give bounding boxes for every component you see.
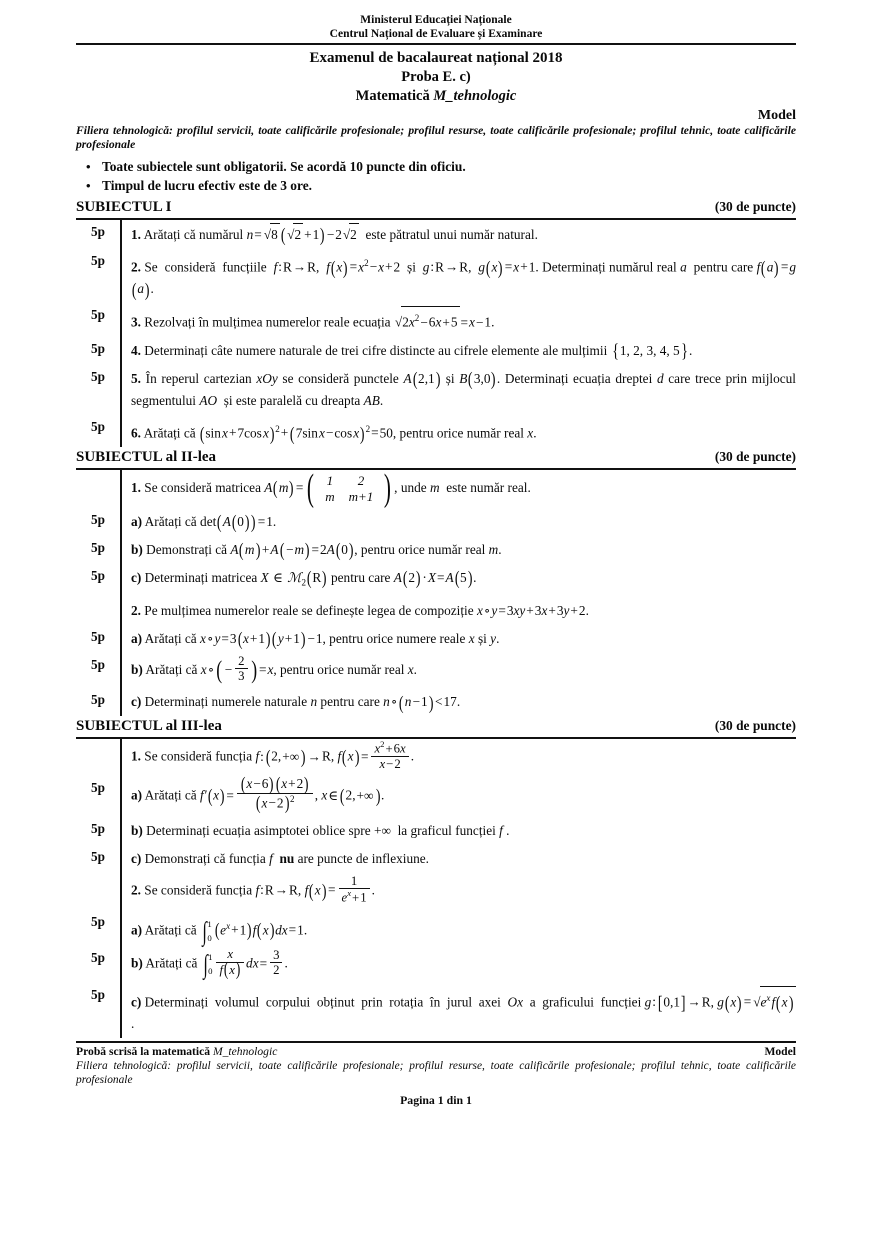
points-cell: 5p — [76, 983, 121, 1038]
problem-body: 1. Se consideră matricea A(m) = ( 1 2 m m+1 ) , unde m este număr real. — [131, 466, 531, 509]
problem-row — [76, 564, 796, 597]
problem-body: b) Determinați ecuația asimptotei oblice spre +∞ la graficul funcției f . — [131, 822, 510, 838]
problem-body: 3. Rezolvați în mulțimea numerelor reale ecuația $√2x^2-6x+5 =x-1$. — [121, 303, 796, 336]
problem-body: 5. În reperul cartezian xOy se consideră punctele A(2,1) și B(3,0). Determinați ecuația dreptei d care trece prin mijlocul segmentului AO și este paralelă cu dreapta AB. — [131, 369, 796, 408]
problem-row — [76, 817, 796, 845]
points-cell: 5p — [76, 845, 121, 873]
problem-body: a) Arătați că ∫ 1 0 $(e^x+1)f(x)dx=1$. — [131, 915, 308, 946]
footer-line-1 — [76, 1045, 796, 1059]
problem-body: 2. Se consideră funcțiile f:R→R, $f(x) =x^2-x+2$ și g:R→R, g(x) =x+1. Determinați numărul real a pentru care f(a) =g(a). — [131, 257, 796, 301]
problem-body: 2. Se consideră funcția f:R→R, f(x) = $\frac{1}{e^x+1}$ . — [131, 873, 375, 905]
exam-title: Examenul de bacalaureat național 2018 — [309, 50, 563, 66]
footer-subject-code: M_tehnologic — [212, 1045, 278, 1059]
section-header-1 — [76, 197, 796, 220]
section-title: SUBIECTUL al II-lea — [76, 449, 217, 466]
problem-row — [76, 625, 796, 653]
exam-proba: Proba E. c) — [401, 69, 471, 85]
points-cell: 5p — [76, 625, 121, 653]
problem-row — [76, 873, 796, 910]
problem-body: a) Arătați că det(A(0)) =1. — [131, 512, 277, 534]
problem-row — [76, 536, 796, 564]
problem-row — [76, 365, 796, 415]
exam-subject — [76, 87, 796, 106]
points-cell: 5p — [76, 653, 121, 689]
points-cell: 5p — [76, 365, 121, 415]
problem-body: c) Determinați volumul corpului obținut prin rotația în jurul axei Ox a graficului funcției g:[0,1] →R, $g(x) = √e^x$ f(x). — [121, 983, 796, 1038]
problem-row — [76, 653, 796, 689]
instruction-item: • Timpul de lucru efectiv este de 3 ore. — [102, 176, 796, 195]
document-header — [76, 14, 796, 195]
points-cell: 5p — [76, 249, 121, 303]
footer-page-number: Pagina 1 din 1 — [400, 1093, 472, 1108]
section-points: (30 de puncte) — [714, 718, 796, 734]
points-cell: 5p — [76, 564, 121, 597]
points-cell — [76, 470, 121, 508]
problem-row — [76, 597, 796, 625]
problem-row — [76, 845, 796, 873]
filiera-description: Filiera tehnologică: profilul servicii, toate calificările profesionale; profilul resurse, toate calificările profesionale; profilul tehnic, toate calificările profesionale — [76, 124, 796, 151]
problem-body: 1. Se consideră funcția f:(2,+∞) →R, f(x) = $\frac{x^2+6x}{x-2}$ . — [131, 739, 415, 771]
footer-filiera: Filiera tehnologică: profilul servicii, toate calificările profesionale; profilul resurse, toate calificările profesionale; profilul tehnic, toate calificările profesionale — [76, 1060, 796, 1087]
ministry-line-1: Ministerul Educației Naționale — [360, 14, 512, 26]
problem-row — [76, 688, 796, 716]
section-3-problems — [76, 739, 796, 1038]
problem-body: 4. Determinați câte numere naturale de trei cifre distincte au cifrele elemente ale mulțimii {1, 2, 3, 4, 5}. — [131, 341, 693, 363]
problem-body: b) Arătați că x∘( − $\frac{2}{3}$ ) =x, pentru orice număr real x. — [131, 653, 417, 684]
problem-row — [76, 739, 796, 776]
section-title: SUBIECTUL I — [76, 199, 172, 215]
footer-model-label: Model — [764, 1045, 796, 1059]
points-cell: 5p — [76, 910, 121, 946]
problem-row — [76, 983, 796, 1038]
subject-prefix: Matematică — [355, 88, 434, 104]
subject-code: M_tehnologic — [433, 88, 517, 104]
points-cell: 5p — [76, 776, 121, 817]
problem-row — [76, 910, 796, 946]
problem-row — [76, 303, 796, 336]
instruction-item: • Toate subiectele sunt obligatorii. Se acordă 10 puncte din oficiu. — [102, 157, 796, 176]
problem-body: a) Arătați că f′(x) = $\frac{(x-6)(x+2)}{(x-2)^2}$ , x∈(2,+∞). — [131, 774, 385, 815]
problem-body: 2. Pe mulțimea numerelor reale se definește legea de compoziție x∘y=3xy+3x+3y+2. — [131, 602, 589, 618]
section-header-2 — [76, 447, 796, 470]
points-cell — [76, 873, 121, 910]
problem-row — [76, 470, 796, 508]
problem-body: c) Determinați numerele naturale n pentru care n∘(n−1) <17. — [131, 692, 461, 714]
points-cell: 5p — [76, 337, 121, 365]
problem-row — [76, 220, 796, 249]
section-title: SUBIECTUL al III-lea — [76, 718, 222, 735]
ministry-line-2: Centrul Național de Evaluare și Examinare — [329, 27, 543, 40]
points-cell: 5p — [76, 220, 121, 249]
section-points: (30 de puncte) — [714, 199, 796, 214]
section-2-problems — [76, 466, 796, 716]
points-cell: 5p — [76, 508, 121, 536]
problem-row — [76, 415, 796, 447]
problem-body: b) Arătați că ∫ 1 0 $\frac{x}{f(x)}$ dx= $\frac{3}{2}$ . — [131, 947, 288, 981]
model-label-top: Model — [757, 108, 796, 123]
points-cell: 5p — [76, 303, 121, 336]
header-divider — [76, 43, 796, 45]
points-cell: 5p — [76, 688, 121, 716]
points-cell — [76, 597, 121, 625]
points-cell — [76, 739, 121, 776]
page-content — [76, 14, 796, 1108]
section-header-3 — [76, 716, 796, 739]
footer-exam-label — [76, 1045, 277, 1059]
section-points: (30 de puncte) — [714, 449, 796, 465]
points-cell: 5p — [76, 817, 121, 845]
section-1-problems — [76, 220, 796, 447]
footer-label-text: Probă scrisă la matematică — [76, 1045, 213, 1059]
problem-row — [76, 508, 796, 536]
problem-row — [76, 946, 796, 983]
points-cell: 5p — [76, 415, 121, 447]
instructions-list — [76, 157, 796, 195]
problem-body: c) Demonstrați că funcția f nu are puncte de inflexiune. — [131, 850, 430, 866]
points-cell: 5p — [76, 946, 121, 983]
problem-body: b) Demonstrați că A(m) +A( −m) =2A(0), pentru orice număr real m. — [131, 540, 502, 562]
problem-row — [76, 337, 796, 365]
problem-body: 1. Arătați că numărul n= √8 ( √2 +1) −2√2 este pătratul unui număr natural. — [121, 220, 796, 249]
problem-body: a) Arătați că x∘y=3(x+1)(y+1) −1, pentru orice numere reale x și y. — [131, 628, 500, 650]
problem-row — [76, 776, 796, 817]
problem-row — [76, 249, 796, 303]
footer-divider — [76, 1041, 796, 1043]
problem-body: c) Determinați matricea X ∈ ℳ$_2$(R) pentru care A(2) ·X=A(5). — [131, 568, 477, 590]
points-cell: 5p — [76, 536, 121, 564]
problem-body: 6. Arătați că (sin x+7cos x)$^2$+(7sin x−cos x)$^2$=50, pentru orice număr real x. — [131, 423, 537, 445]
